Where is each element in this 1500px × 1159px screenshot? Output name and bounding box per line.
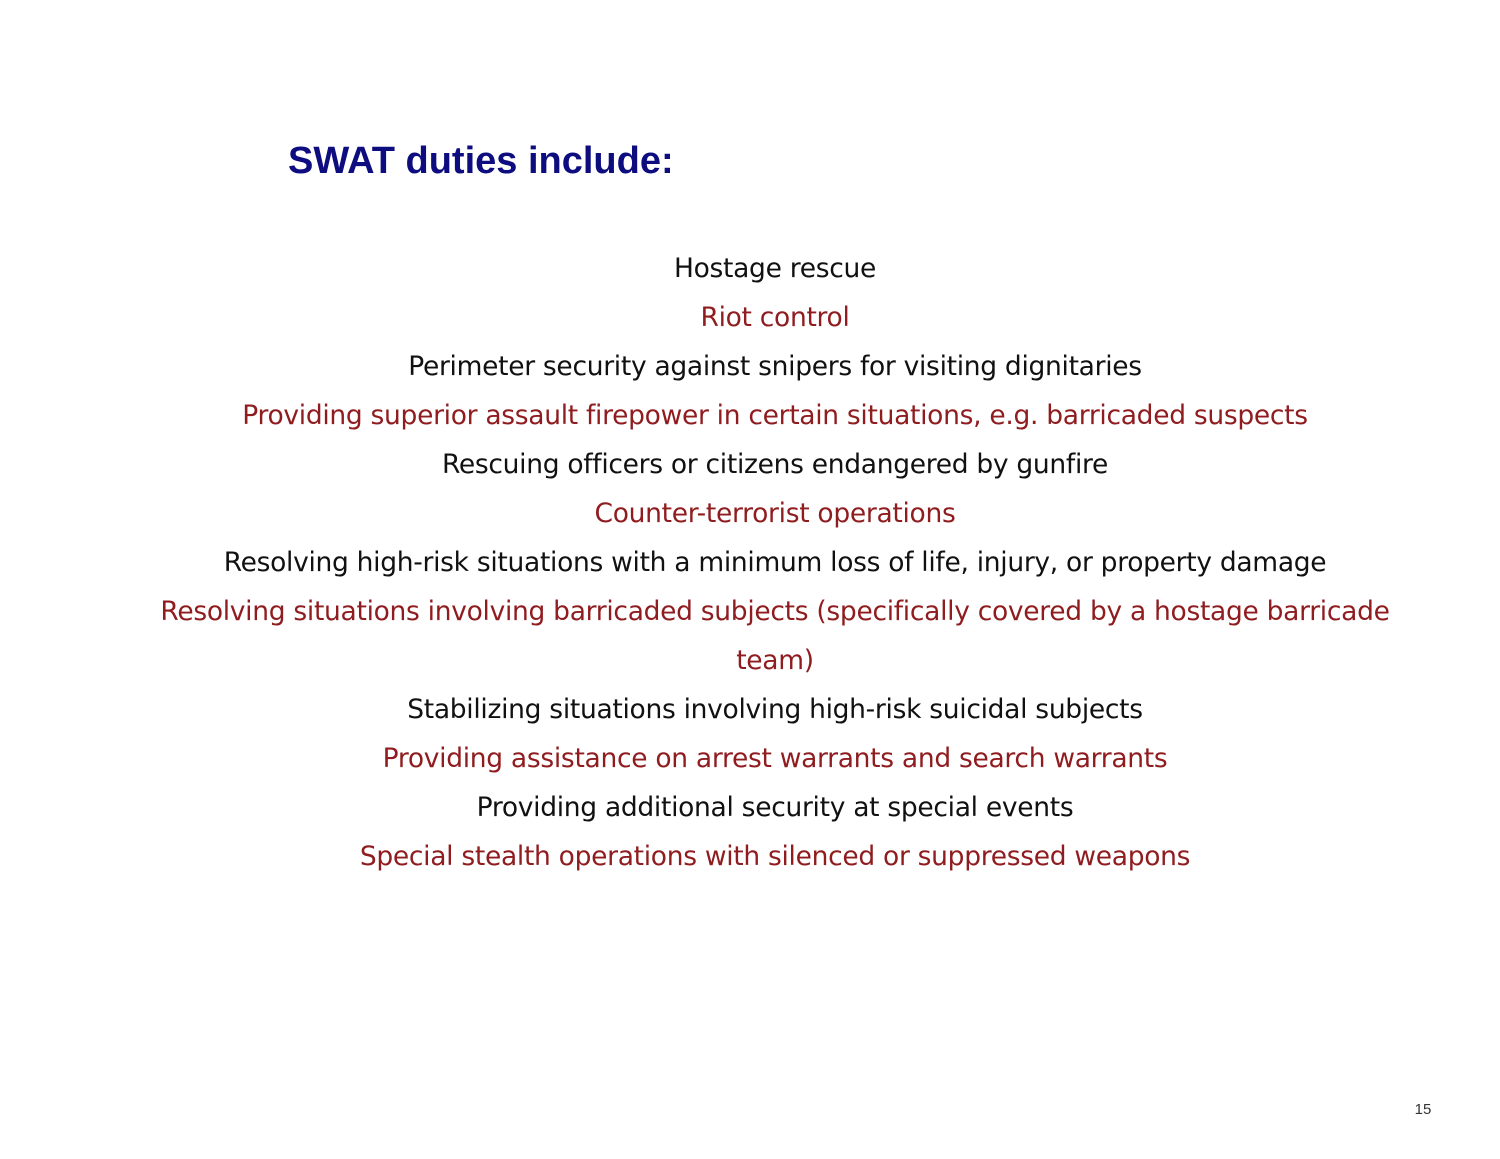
- duty-item: Riot control: [700, 302, 850, 333]
- duty-item: Providing superior assault firepower in certain situations, e.g. barricaded suspects: [242, 400, 1308, 431]
- duty-item: Special stealth operations with silenced or suppressed weapons: [359, 841, 1191, 872]
- slide-title: SWAT duties include:: [288, 140, 674, 182]
- duty-item: Perimeter security against snipers for visiting dignitaries: [408, 351, 1142, 382]
- duty-item: Resolving high-risk situations with a minimum loss of life, injury, or property damage: [223, 547, 1327, 578]
- duty-item: Rescuing officers or citizens endangered by gunfire: [441, 449, 1109, 480]
- duty-item: Providing assistance on arrest warrants and search warrants: [382, 743, 1168, 774]
- duty-item: Counter-terrorist operations: [594, 498, 956, 529]
- duty-item: Stabilizing situations involving high-risk suicidal subjects: [407, 694, 1143, 725]
- duties-list: [150, 244, 1400, 881]
- duty-item: Resolving situations involving barricaded subjects (specifically covered by a hostage barricade team): [160, 596, 1390, 676]
- duty-item: Hostage rescue: [673, 253, 877, 284]
- duty-item: Providing additional security at special events: [476, 792, 1074, 823]
- page-number: 15: [1414, 1101, 1432, 1118]
